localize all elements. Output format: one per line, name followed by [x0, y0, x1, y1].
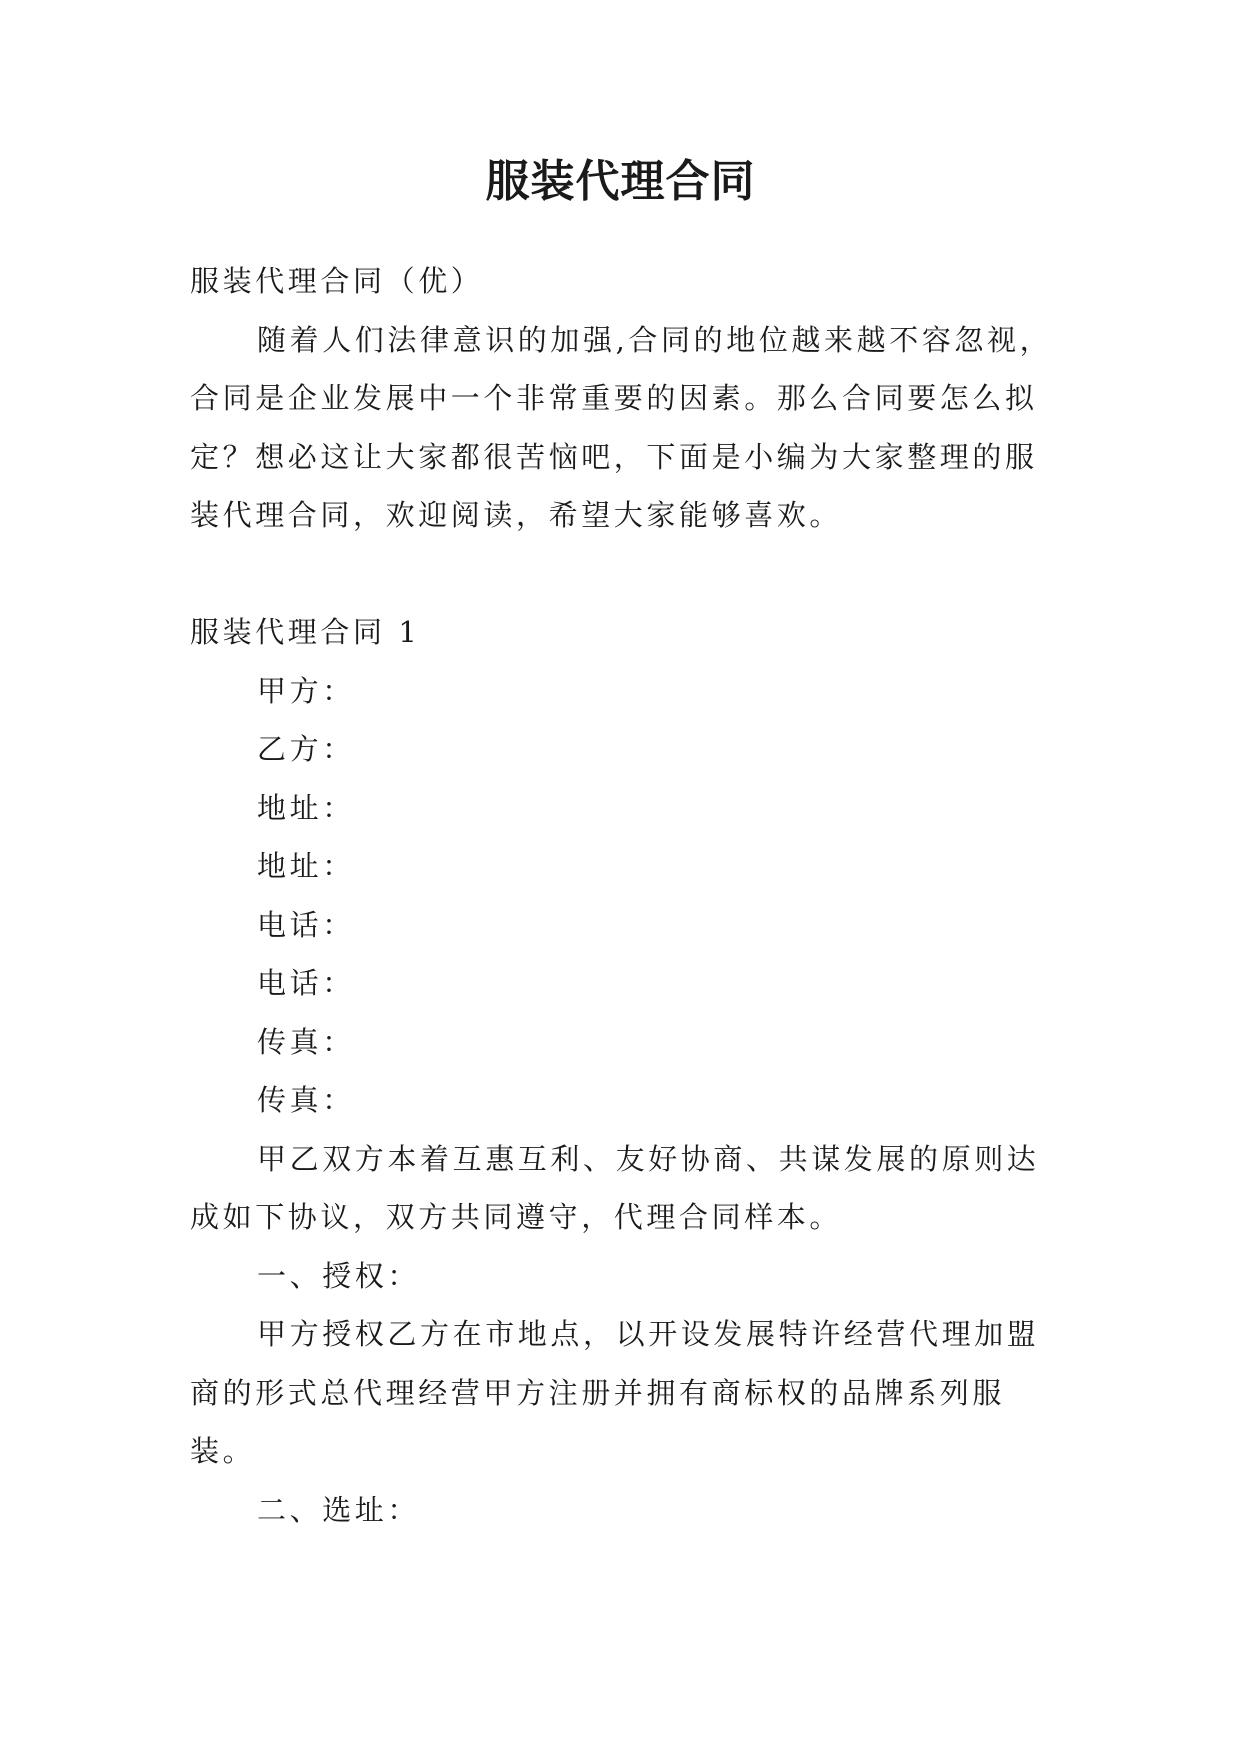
text-line: 二、选址： [257, 1492, 421, 1527]
document-title: 服装代理合同 [485, 156, 756, 207]
text-line: 服装代理合同 1 [190, 615, 421, 649]
text-line: 商的形式总代理经营甲方注册并拥有商标权的品牌系列服 [190, 1375, 1006, 1410]
text-line: 服装代理合同（优） [190, 264, 484, 298]
text-line: 装。 [190, 1434, 256, 1468]
text-line: 合同是企业发展中一个非常重要的因素。那么合同要怎么拟 [190, 381, 1038, 415]
text-line: 一、授权： [257, 1258, 421, 1293]
text-line: 甲方： [257, 673, 355, 708]
text-line: 成如下协议，双方共同遵守，代理合同样本。 [190, 1200, 843, 1234]
text-line: 电话： [257, 966, 355, 1000]
text-line: 乙方： [257, 732, 355, 766]
text-line: 装代理合同，欢迎阅读，希望大家能够喜欢。 [190, 498, 843, 532]
text-line: 地址： [257, 849, 355, 883]
text-line: 地址： [257, 790, 355, 825]
text-line: 传真： [257, 1024, 355, 1059]
text-line: 甲方授权乙方在市地点，以开设发展特许经营代理加盟 [257, 1317, 1040, 1351]
document-body [190, 252, 1060, 1539]
text-line: 电话： [257, 907, 355, 942]
blank-line [190, 545, 1060, 604]
text-line: 甲乙双方本着互惠互利、友好协商、共谋发展的原则达 [257, 1141, 1040, 1176]
text-line: 传真： [257, 1083, 355, 1117]
text-line: 随着人们法律意识的加强,合同的地位越来越不容忽视， [257, 322, 1053, 357]
text-line: 定？想必这让大家都很苦恼吧，下面是小编为大家整理的服 [190, 439, 1038, 474]
